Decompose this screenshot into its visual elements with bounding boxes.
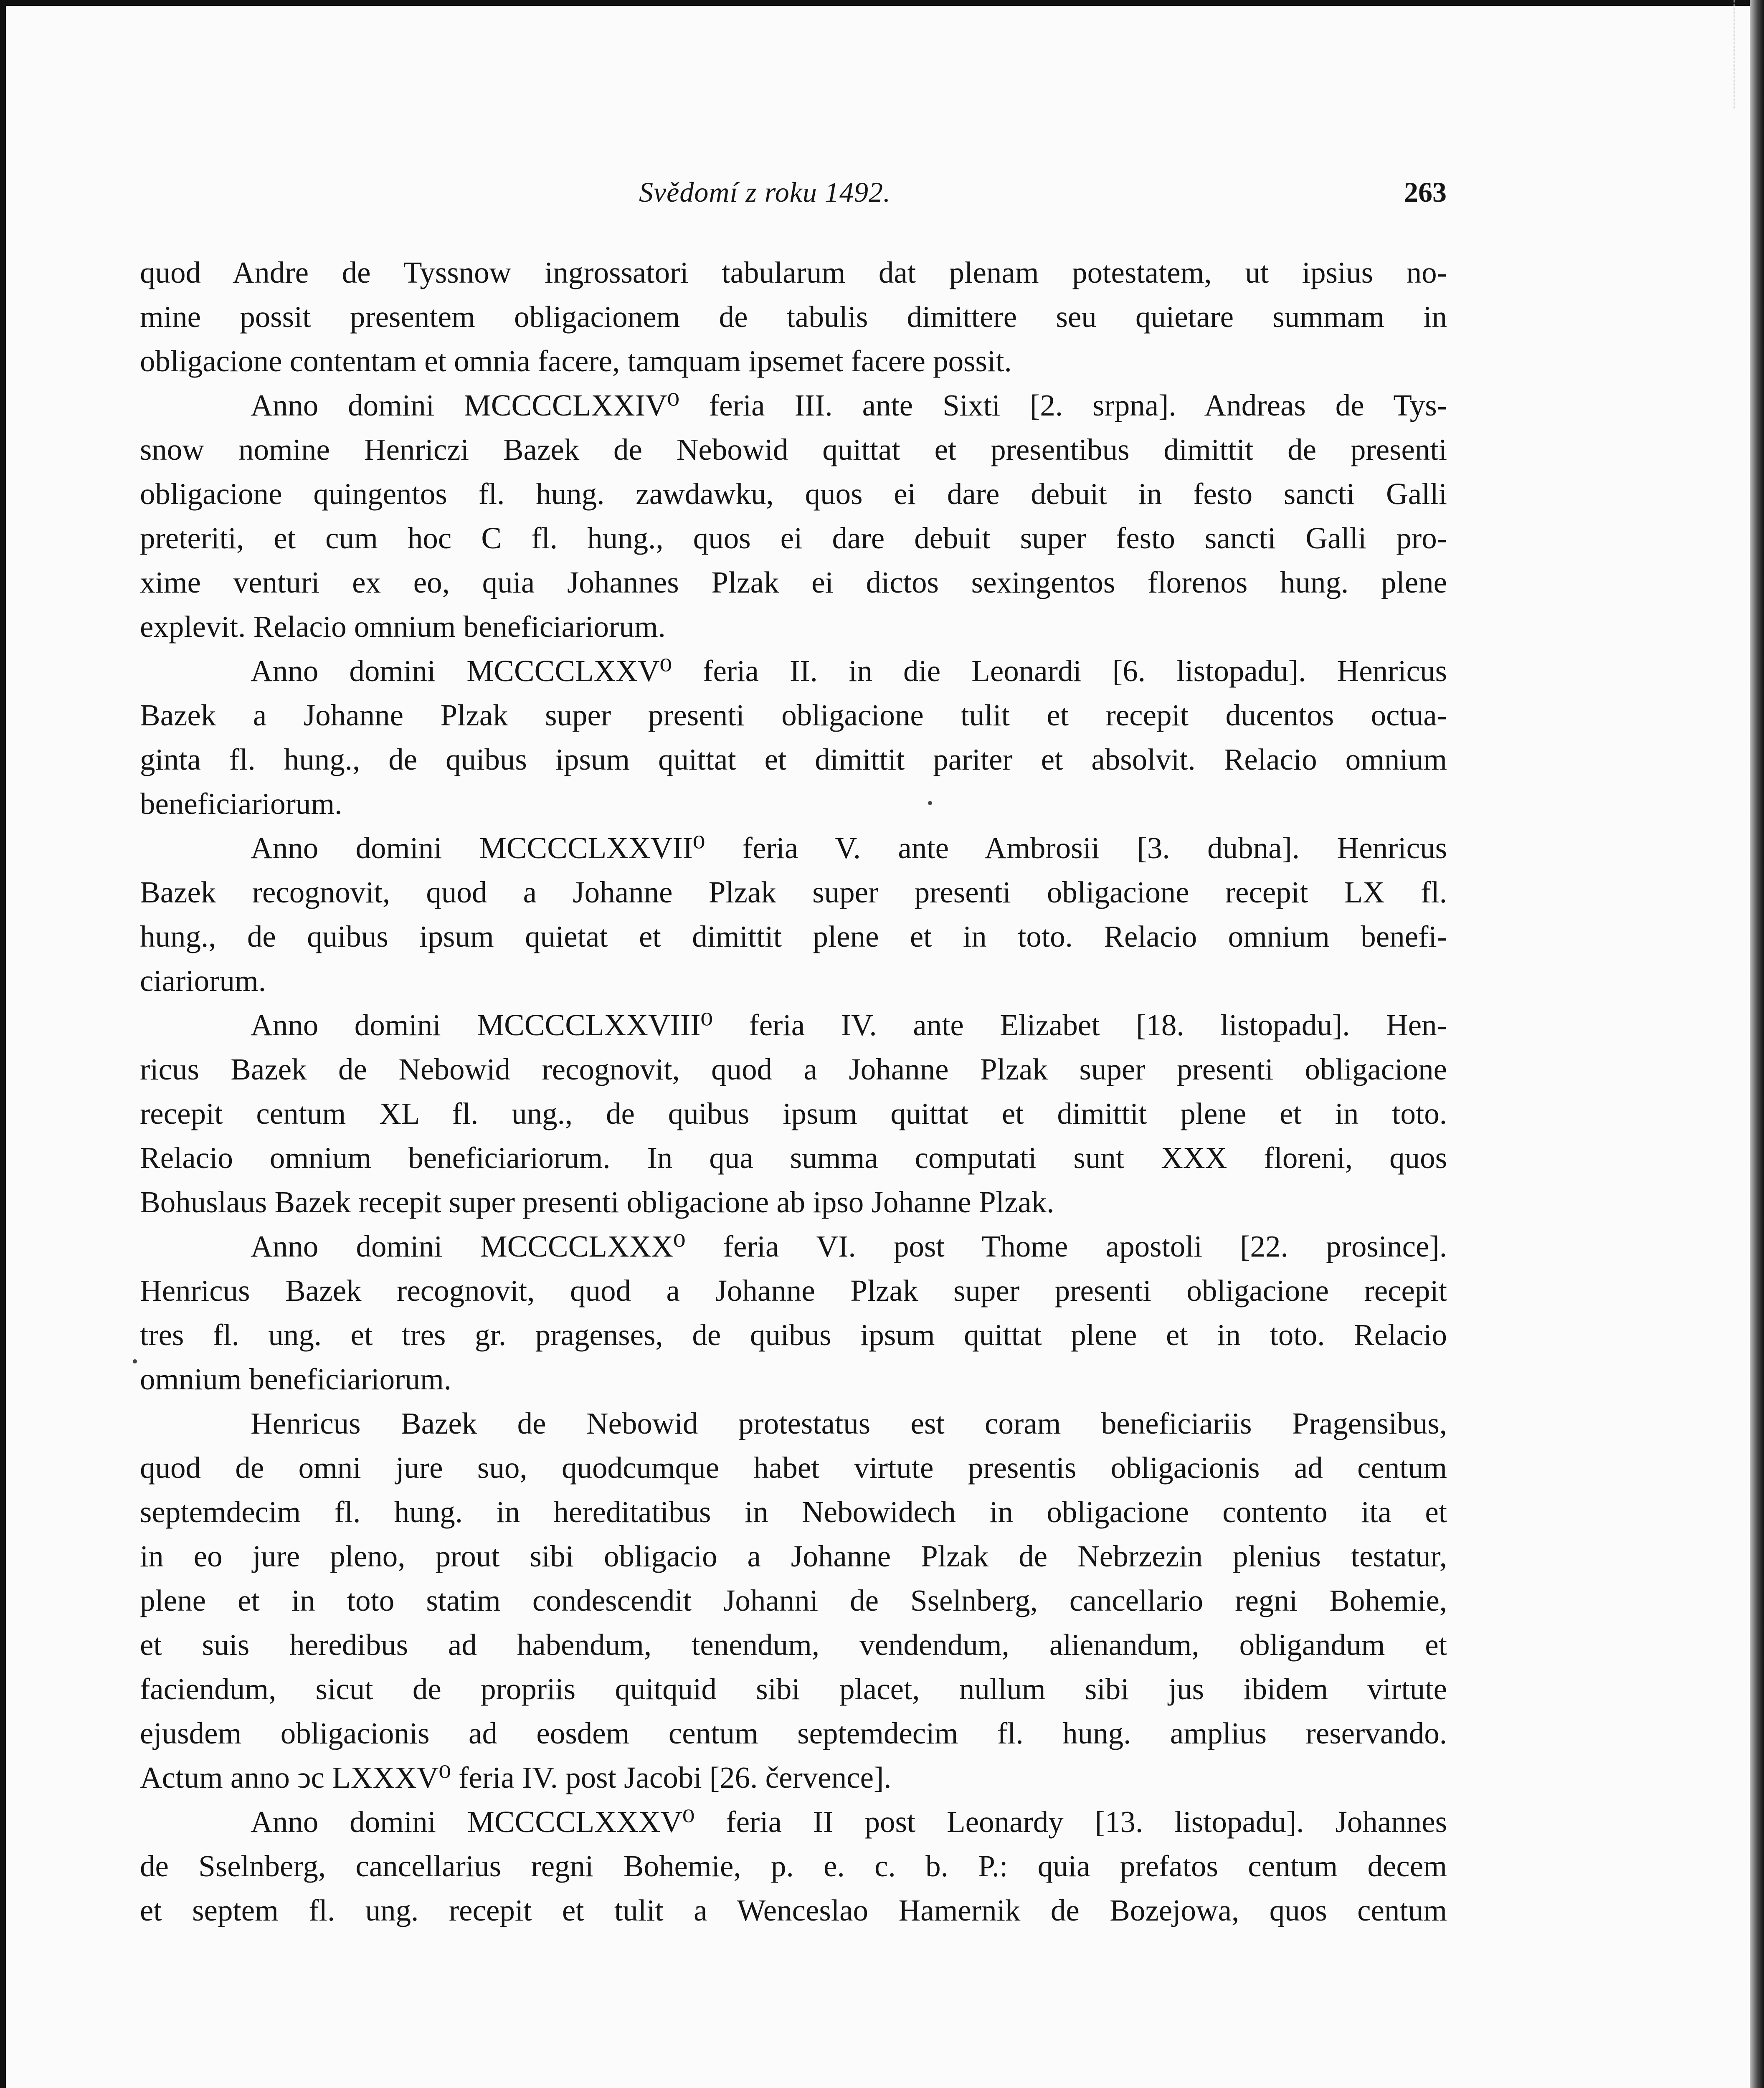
text-line: obligacione quingentos fl. hung. zawdawku, quos ei dare debuit in festo sancti Galli xyxy=(140,477,1447,511)
text-line: ricus Bazek de Nebowid recognovit, quod a Johanne Plzak super presenti obligacione xyxy=(140,1052,1447,1086)
text-line: Henricus Bazek recognovit, quod a Johanne Plzak super presenti obligacione recepit xyxy=(140,1274,1447,1308)
text-line: ciariorum. xyxy=(140,964,266,998)
text-line: ginta fl. hung., de quibus ipsum quittat et dimittit pariter et absolvit. Relacio omnium xyxy=(140,742,1447,776)
text-line: faciendum, sicut de propriis quitquid sibi placet, nullum sibi jus ibidem virtute xyxy=(140,1672,1447,1706)
text-line: septemdecim fl. hung. in hereditatibus in Nebowidech in obligacione contento ita et xyxy=(140,1495,1447,1529)
text-line: preteriti, et cum hoc C fl. hung., quos ei dare debuit super festo sancti Galli pro- xyxy=(140,521,1447,555)
text-line: Bazek recognovit, quod a Johanne Plzak super presenti obligacione recepit LX fl. xyxy=(140,875,1447,909)
scan-speck xyxy=(133,1359,137,1363)
text-line: ejusdem obligacionis ad eosdem centum septemdecim fl. hung. amplius reservando. xyxy=(140,1716,1447,1750)
page-header xyxy=(140,171,1447,213)
text-line: Bohuslaus Bazek recepit super presenti obligacione ab ipso Johanne Plzak. xyxy=(140,1185,1054,1219)
right-page-shadow xyxy=(1750,0,1764,2088)
text-line: Anno domini MCCCCLXXX⁰ feria VI. post Thome apostoli [22. prosince]. xyxy=(251,1229,1447,1263)
text-line: quod Andre de Tyssnow ingrossatori tabularum dat plenam potestatem, ut ipsius no- xyxy=(140,256,1447,289)
text-line: hung., de quibus ipsum quietat et dimittit plene et in toto. Relacio omnium benefi- xyxy=(140,920,1447,953)
text-line: Anno domini MCCCCLXXXV⁰ feria II post Leonardy [13. listopadu]. Johannes xyxy=(251,1805,1447,1839)
text-line: et suis heredibus ad habendum, tenendum, vendendum, alienandum, obligandum et xyxy=(140,1628,1447,1662)
text-line: Anno domini MCCCCLXXVIII⁰ feria IV. ante Elizabet [18. listopadu]. Hen- xyxy=(251,1008,1447,1042)
page-text-block xyxy=(140,251,1447,1933)
scan-noise xyxy=(1667,0,1735,109)
text-line: xime venturi ex eo, quia Johannes Plzak ei dictos sexingentos florenos hung. plene xyxy=(140,565,1447,599)
text-line: Relacio omnium beneficiariorum. In qua summa computati sunt XXX floreni, quos xyxy=(140,1141,1447,1175)
text-line: omnium beneficiariorum. xyxy=(140,1362,452,1396)
text-line: recepit centum XL fl. ung., de quibus ipsum quittat et dimittit plene et in toto. xyxy=(140,1097,1447,1130)
text-line: Actum anno ↄc LXXXV⁰ feria IV. post Jacobi [26. července]. xyxy=(140,1761,892,1794)
text-line: tres fl. ung. et tres gr. pragenses, de quibus ipsum quittat plene et in toto. Relacio xyxy=(140,1318,1447,1352)
text-line: quod de omni jure suo, quodcumque habet virtute presentis obligacionis ad centum xyxy=(140,1451,1447,1485)
running-title: Svědomí z roku 1492. xyxy=(639,176,891,208)
text-line: Anno domini MCCCCLXXVII⁰ feria V. ante Ambrosii [3. dubna]. Henricus xyxy=(251,831,1447,865)
text-line: plene et in toto statim condescendit Johanni de Sselnberg, cancellario regni Bohemie, xyxy=(140,1584,1447,1617)
scan-speck xyxy=(928,801,932,805)
text-line: Henricus Bazek de Nebowid protestatus est coram beneficiariis Pragensibus, xyxy=(251,1406,1447,1440)
text-line: in eo jure pleno, prout sibi obligacio a Johanne Plzak de Nebrzezin plenius testatur, xyxy=(140,1539,1447,1573)
text-line: obligacione contentam et omnia facere, tamquam ipsemet facere possit. xyxy=(140,344,1012,378)
text-line: explevit. Relacio omnium beneficiariorum. xyxy=(140,610,666,644)
text-line: de Sselnberg, cancellarius regni Bohemie, p. e. c. b. P.: quia prefatos centum decem xyxy=(140,1849,1447,1883)
text-line: et septem fl. ung. recepit et tulit a Wenceslao Hamernik de Bozejowa, quos centum xyxy=(140,1893,1447,1927)
page-number: 263 xyxy=(1404,176,1447,208)
text-line: mine possit presentem obligacionem de tabulis dimittere seu quietare summam in xyxy=(140,300,1447,334)
text-line: snow nomine Henriczi Bazek de Nebowid quittat et presentibus dimittit de presenti xyxy=(140,433,1447,466)
text-line: Anno domini MCCCCLXXIV⁰ feria III. ante Sixti [2. srpna]. Andreas de Tys- xyxy=(251,388,1447,422)
text-line: beneficiariorum. xyxy=(140,787,342,821)
text-line: Anno domini MCCCCLXXV⁰ feria II. in die Leonardi [6. listopadu]. Henricus xyxy=(251,654,1447,688)
text-line: Bazek a Johanne Plzak super presenti obligacione tulit et recepit ducentos octua- xyxy=(140,698,1447,732)
